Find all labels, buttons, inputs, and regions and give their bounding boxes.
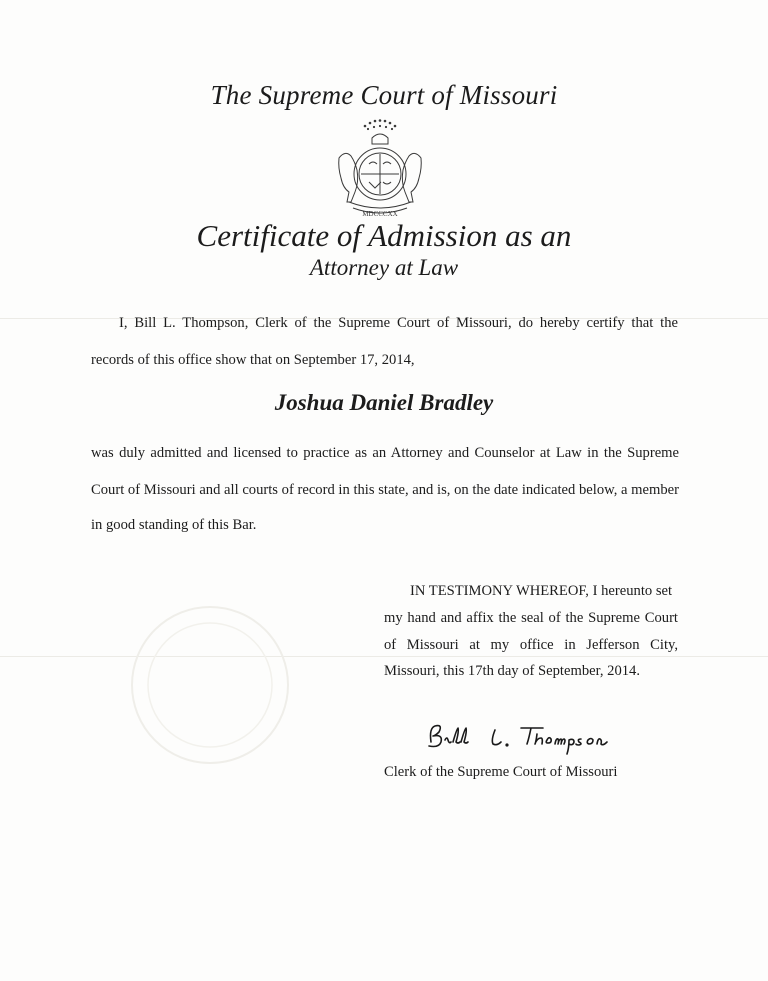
embossed-seal-watermark [120,600,300,770]
testimony-line-3: of Missouri at my office in Jefferson City, [384,637,678,653]
testimony-line-4: Missouri, this 17th day of September, 2014. [384,663,641,679]
clerk-signature [425,718,655,758]
seal-year: MDCCCXX [362,210,398,218]
fold-line [0,656,768,657]
certificate-subtitle: Attorney at Law [309,255,459,280]
court-title: The Supreme Court of Missouri [210,80,558,110]
certificate-title: Certificate of Admission as an [196,218,572,253]
intro-line-2: records of this office show that on September 17, 2014, [91,352,415,368]
intro-line-1: I, Bill L. Thompson, Clerk of the Supreme Court of Missouri, do hereby certify that the [119,315,678,331]
body-line-3: in good standing of this Bar. [91,517,257,533]
missouri-state-seal [327,116,433,222]
signer-title: Clerk of the Supreme Court of Missouri [384,764,618,780]
body-line-1: was duly admitted and licensed to practice as an Attorney and Counselor at Law in the Supreme [91,445,679,461]
testimony-line-1: IN TESTIMONY WHEREOF, I hereunto set [410,583,673,599]
testimony-line-2: my hand and affix the seal of the Supreme Court [384,610,678,626]
body-line-2: Court of Missouri and all courts of record in this state, and is, on the date indicated below, a member [91,482,679,498]
admittee-name: Joshua Daniel Bradley [274,390,494,415]
